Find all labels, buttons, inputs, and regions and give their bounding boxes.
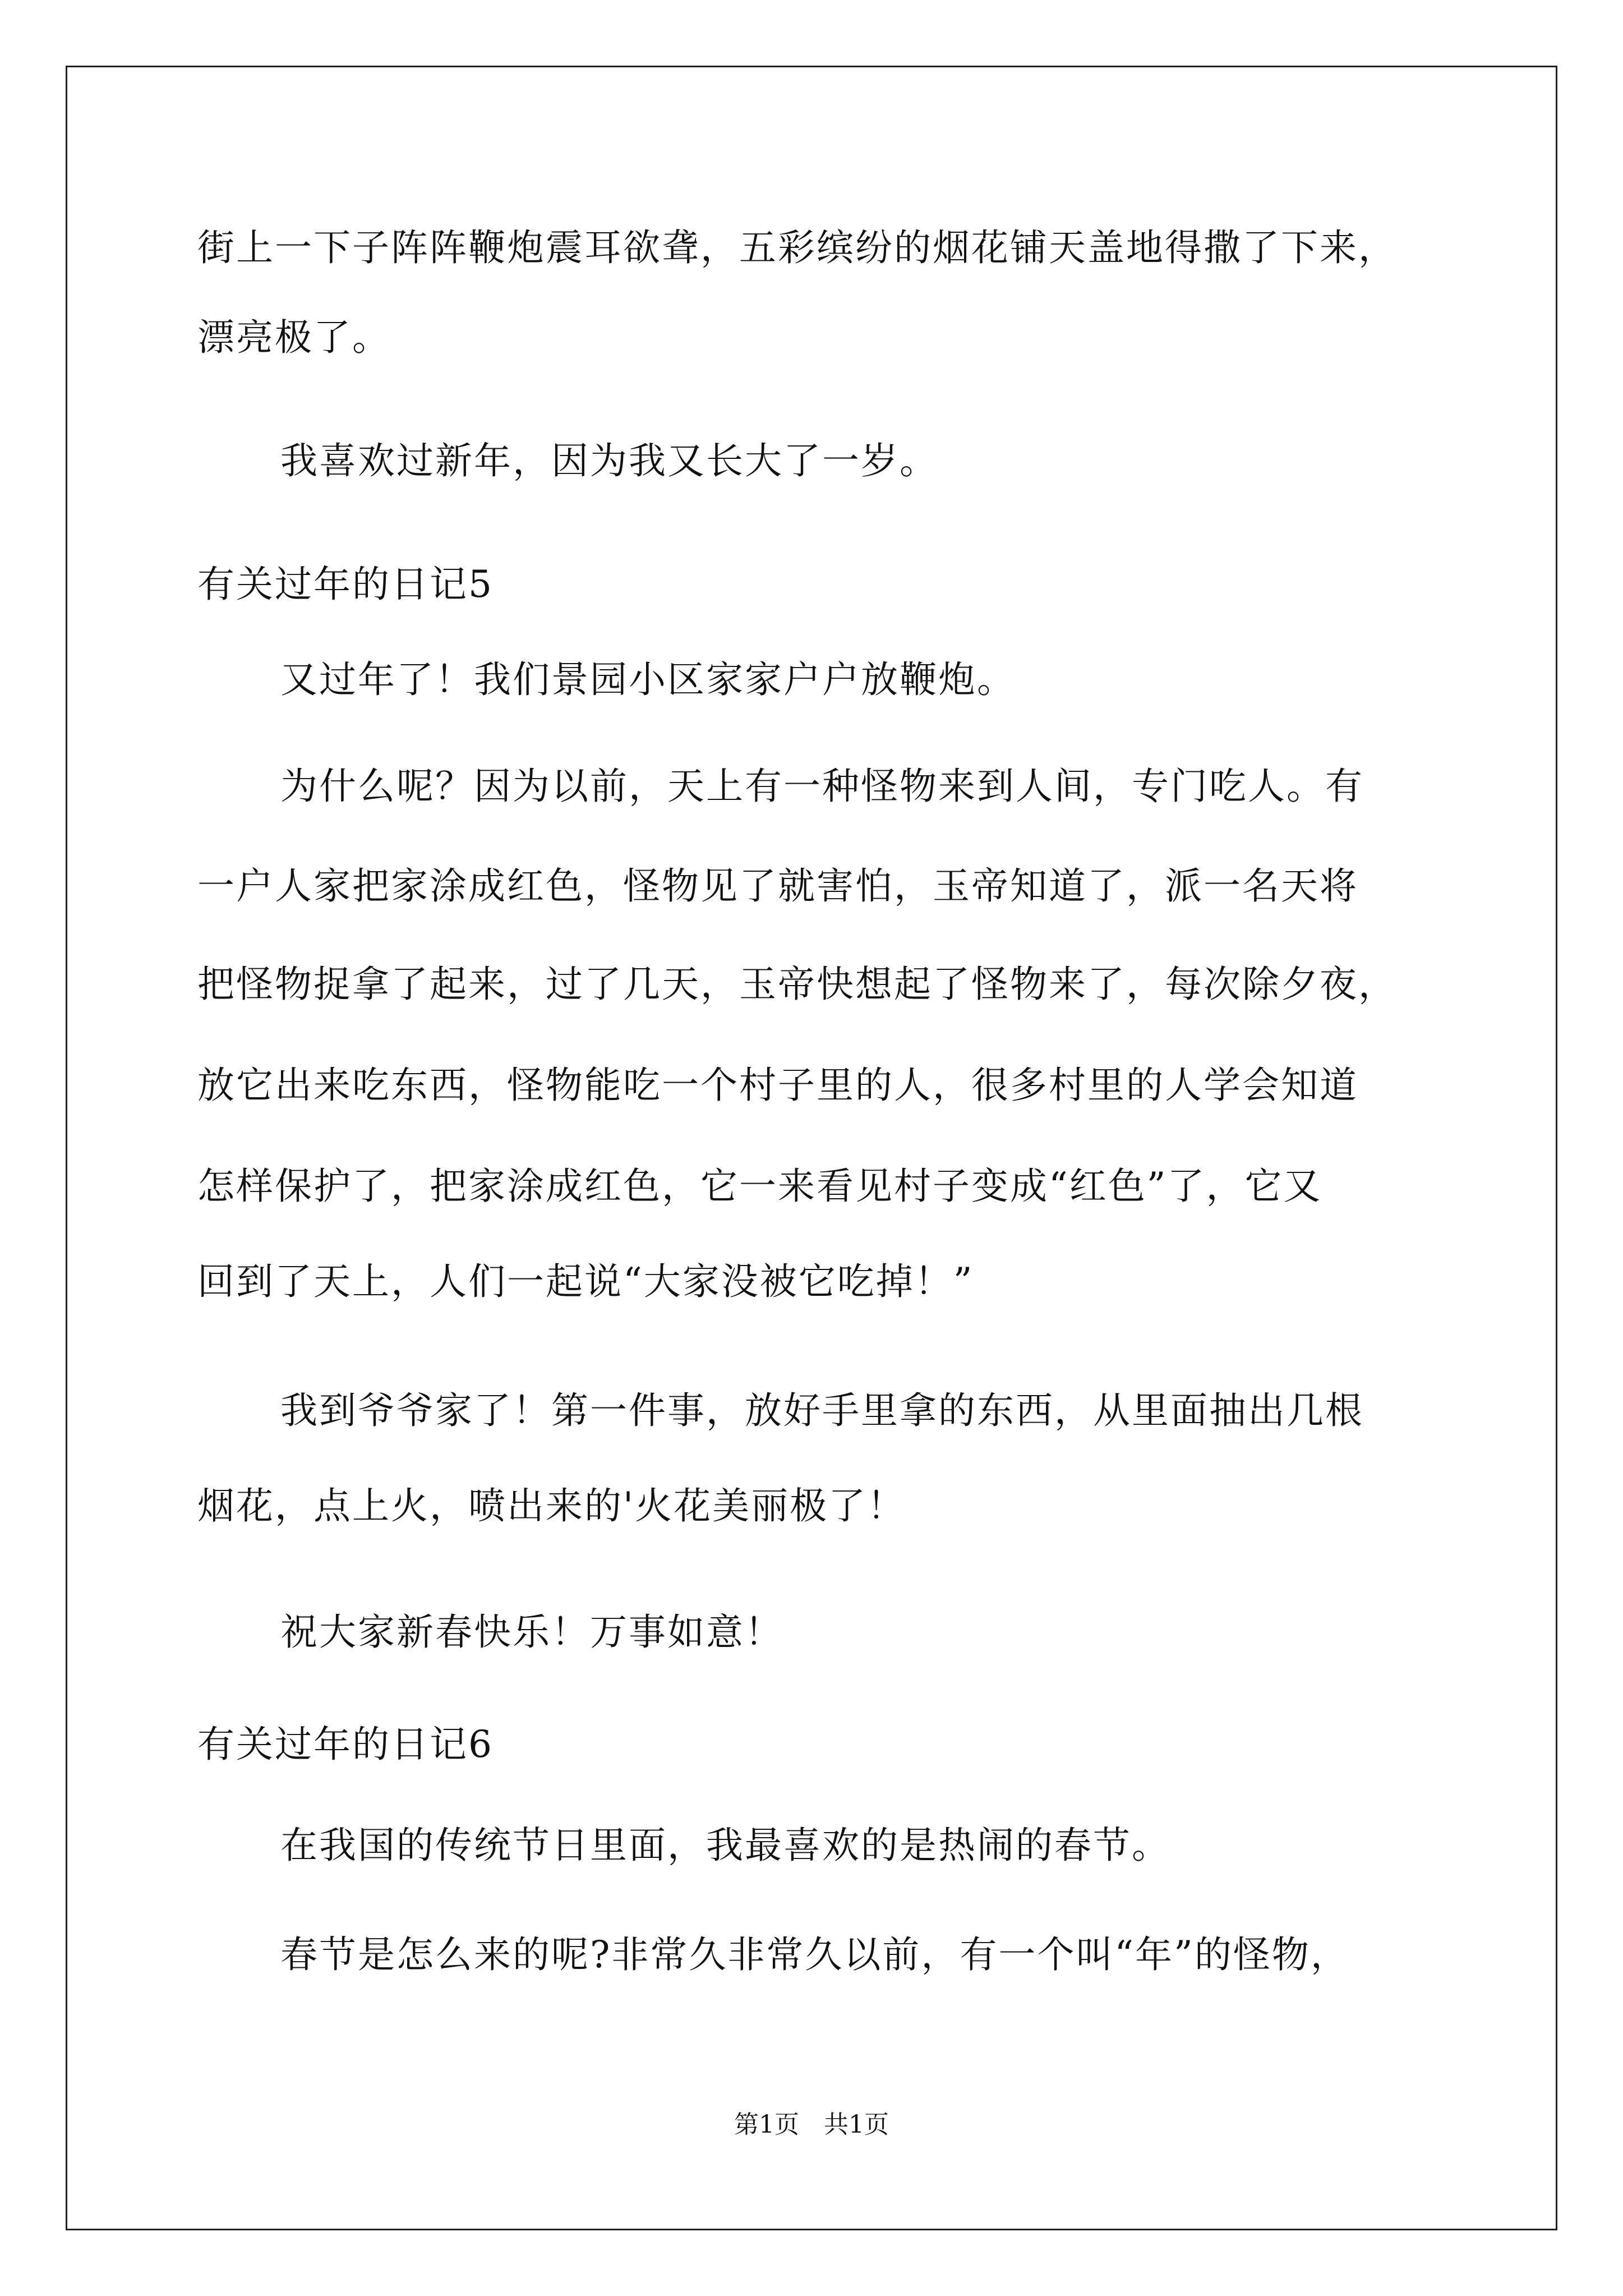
text-line: 我到爷爷家了！第一件事，放好手里拿的东西，从里面抽出几根: [280, 1389, 1364, 1432]
text-line: 春节是怎么来的呢?非常久非常久以前，有一个叫“年”的怪物，: [280, 1933, 1349, 1976]
section-heading: 有关过年的日记6: [197, 1723, 494, 1766]
text-line: 在我国的传统节日里面，我最喜欢的是热闹的春节。: [280, 1824, 1170, 1867]
text-line: 又过年了！我们景园小区家家户户放鞭炮。: [280, 658, 1016, 701]
text-line: 一户人家把家涂成红色，怪物见了就害怕，玉帝知道了，派一名天将: [197, 864, 1358, 908]
page-footer: 第1页 共1页: [734, 2110, 889, 2139]
text-line: 为什么呢？因为以前，天上有一种怪物来到人间，专门吃人。有: [280, 765, 1364, 808]
text-line: 我喜欢过新年，因为我又长大了一岁。: [280, 439, 938, 482]
section-heading: 有关过年的日记5: [197, 563, 494, 606]
text-line: 放它出来吃东西，怪物能吃一个村子里的人，很多村里的人学会知道: [197, 1064, 1358, 1107]
text-line: 把怪物捉拿了起来，过了几天，玉帝快想起了怪物来了，每次除夕夜，: [197, 963, 1397, 1006]
text-line: 街上一下子阵阵鞭炮震耳欲聋，五彩缤纷的烟花铺天盖地得撒了下来，: [197, 226, 1397, 269]
text-line: 祝大家新春快乐！万事如意！: [280, 1611, 783, 1654]
text-line: 怎样保护了，把家涂成红色，它一来看见村子变成“红色”了，它又: [197, 1165, 1322, 1208]
text-line: 烟花，点上火，喷出来的'火花美丽极了！: [197, 1484, 906, 1527]
text-line: 回到了天上，人们一起说“大家没被它吃掉！”: [197, 1260, 974, 1303]
page-border: [66, 66, 1557, 2230]
text-line: 漂亮极了。: [197, 316, 391, 359]
